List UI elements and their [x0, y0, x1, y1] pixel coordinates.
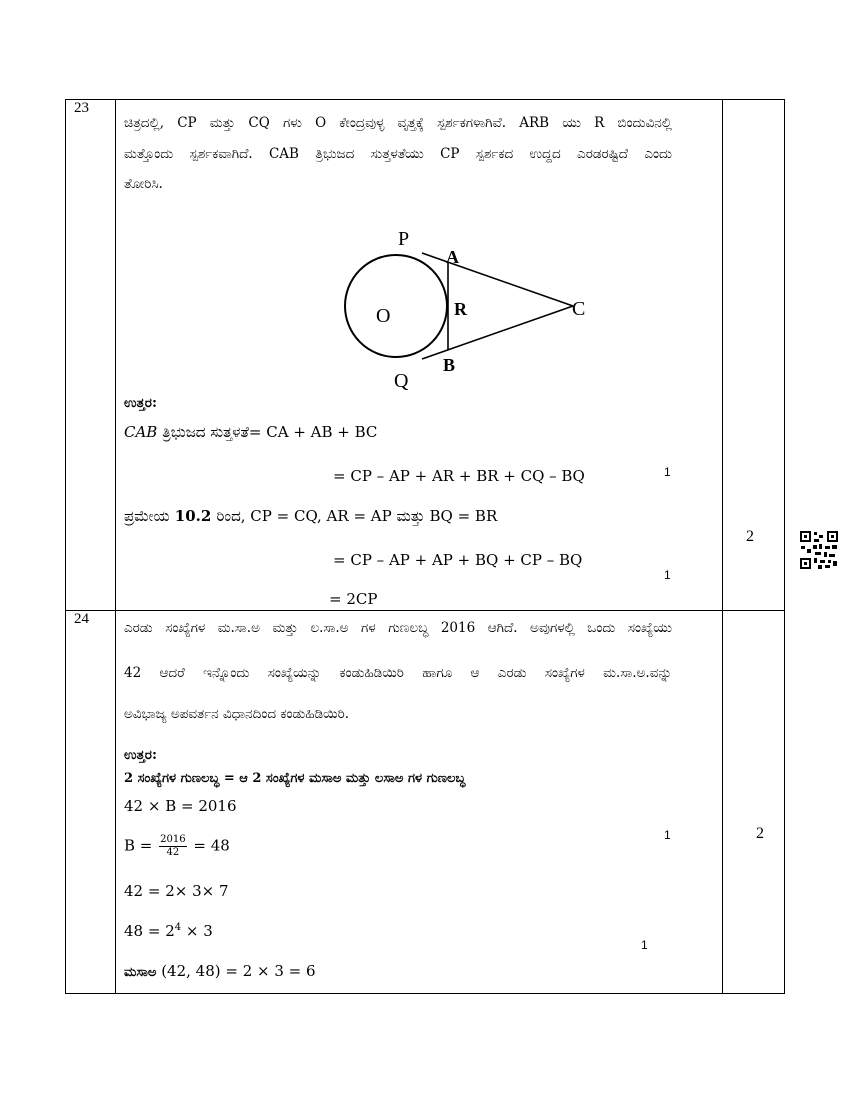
answer-step-text: ತ್ರಿಭುಜದ ಸುತ್ತಳತೆ= CA + AB + BC	[157, 423, 378, 441]
tangent-cq	[422, 306, 573, 359]
question-text-line: ಎರಡು ಸಂಖ್ಯೆಗಳ ಮ.ಸಾ.ಅ ಮತ್ತು ಲ.ಸಾ.ಅ ಗಳ ಗುಣಲಬ್ಧ 2016 ಆಗಿದೆ. ಅವುಗಳಲ್ಲಿ ಒಂದು ಸಂಖ್ಯೆಯು	[124, 620, 672, 636]
question-text-line: 42 ಆದರೆ ಇನ್ನೊಂದು ಸಂಖ್ಯೆಯನ್ನು ಕಂಡುಹಿಡಿಯಿರಿ ಹಾಗೂ ಆ ಎರಡು ಸಂಖ್ಯೆಗಳ ಮ.ಸಾ.ಅ.ವನ್ನು	[124, 665, 672, 681]
fraction-numerator: 2016	[160, 834, 186, 845]
table-left-border	[65, 99, 66, 994]
table-top-border	[65, 99, 785, 100]
answer-step: = 2CP	[329, 590, 378, 608]
column-divider-marks	[722, 99, 723, 994]
answer-step	[124, 423, 377, 441]
label-r: R	[454, 299, 467, 319]
label-o: O	[376, 305, 391, 327]
eq-rhs: = 48	[193, 836, 230, 855]
step-mark: 1	[641, 938, 648, 952]
answer-equation	[124, 834, 230, 859]
question-text-line: ಚಿತ್ರದಲ್ಲಿ, CP ಮತ್ತು CQ ಗಳು O ಕೇಂದ್ರವುಳ್ಳ ವೃತ್ತಕ್ಕೆ ಸ್ಪರ್ಶಕಗಳಾಗಿವೆ. ARB ಯು R ಬಿಂದುವಿನಲ್ಲಿ	[124, 115, 672, 131]
answer-heading: 2 ಸಂಖ್ಯೆಗಳ ಗುಣಲಬ್ಧ = ಆ 2 ಸಂಖ್ಯೆಗಳ ಮಸಾಅ ಮತ್ತು ಲಸಾಅ ಗಳ ಗುಣಲಬ್ಧ	[124, 771, 466, 786]
step-mark: 1	[664, 568, 671, 582]
table-right-border	[784, 99, 785, 994]
circle-o	[345, 255, 447, 357]
question-text-line: ತೋರಿಸಿ.	[124, 176, 163, 192]
theorem-number: 10.2	[169, 507, 217, 525]
triangle-name: CAB	[124, 423, 158, 441]
question-text-line: ಮತ್ತೊಂದು ಸ್ಪರ್ಶಕವಾಗಿದೆ. CAB ತ್ರಿಭುಜದ ಸುತ್ತಳತೆಯು CP ಸ್ಪರ್ಶಕದ ಉದ್ದದ ಎರಡರಷ್ಟಿದೆ ಎಂದು	[124, 146, 672, 162]
label-q: Q	[394, 370, 409, 392]
answer-equation	[124, 962, 316, 980]
total-marks: 2	[746, 528, 754, 545]
answer-step	[124, 507, 497, 525]
fraction	[159, 834, 186, 859]
answer-equation	[124, 922, 213, 940]
eq-lhs: B =	[124, 836, 153, 855]
tangent-circle-figure	[330, 220, 600, 400]
qr-code	[799, 530, 839, 570]
tangent-cp	[422, 253, 573, 306]
eq-exponent: 4	[174, 922, 182, 933]
answer-equation: 42 = 2× 3× 7	[124, 882, 229, 900]
step-mark: 1	[664, 828, 671, 842]
fraction-denominator: 42	[166, 847, 180, 858]
answer-equation: 42 × B = 2016	[124, 797, 237, 815]
eq-base: 48 = 2	[124, 922, 175, 940]
label-a: A	[446, 247, 459, 267]
eq-rest: × 3	[181, 922, 213, 940]
hcf-expression: (42, 48) = 2 × 3 = 6	[156, 962, 316, 980]
answer-label: ಉತ್ತರ:	[124, 747, 157, 763]
column-divider-number	[115, 99, 116, 994]
label-b: B	[443, 355, 456, 375]
label-p: P	[398, 228, 410, 250]
question-text-line: ಅವಿಭಾಜ್ಯ ಅಪವರ್ತನ ವಿಧಾನದಿಂದ ಕಂಡುಹಿಡಿಯಿರಿ.	[124, 706, 350, 722]
table-bottom-border	[65, 993, 785, 994]
step-mark: 1	[664, 465, 671, 479]
theorem-word: ಪ್ರಮೇಯ	[124, 507, 170, 525]
hcf-word: ಮಸಾಅ	[124, 965, 157, 980]
answer-step: = CP – AP + AP + BQ + CP – BQ	[333, 551, 583, 569]
label-c: C	[572, 298, 586, 320]
theorem-rest: ರಿಂದ, CP = CQ, AR = AP ಮತ್ತು BQ = BR	[216, 507, 498, 525]
question-number: 23	[74, 100, 89, 116]
row-divider	[65, 610, 785, 611]
answer-step: = CP – AP + AR + BR + CQ – BQ	[333, 467, 585, 485]
answer-label: ಉತ್ತರ:	[124, 395, 157, 411]
total-marks: 2	[756, 825, 764, 842]
question-number: 24	[74, 611, 89, 627]
